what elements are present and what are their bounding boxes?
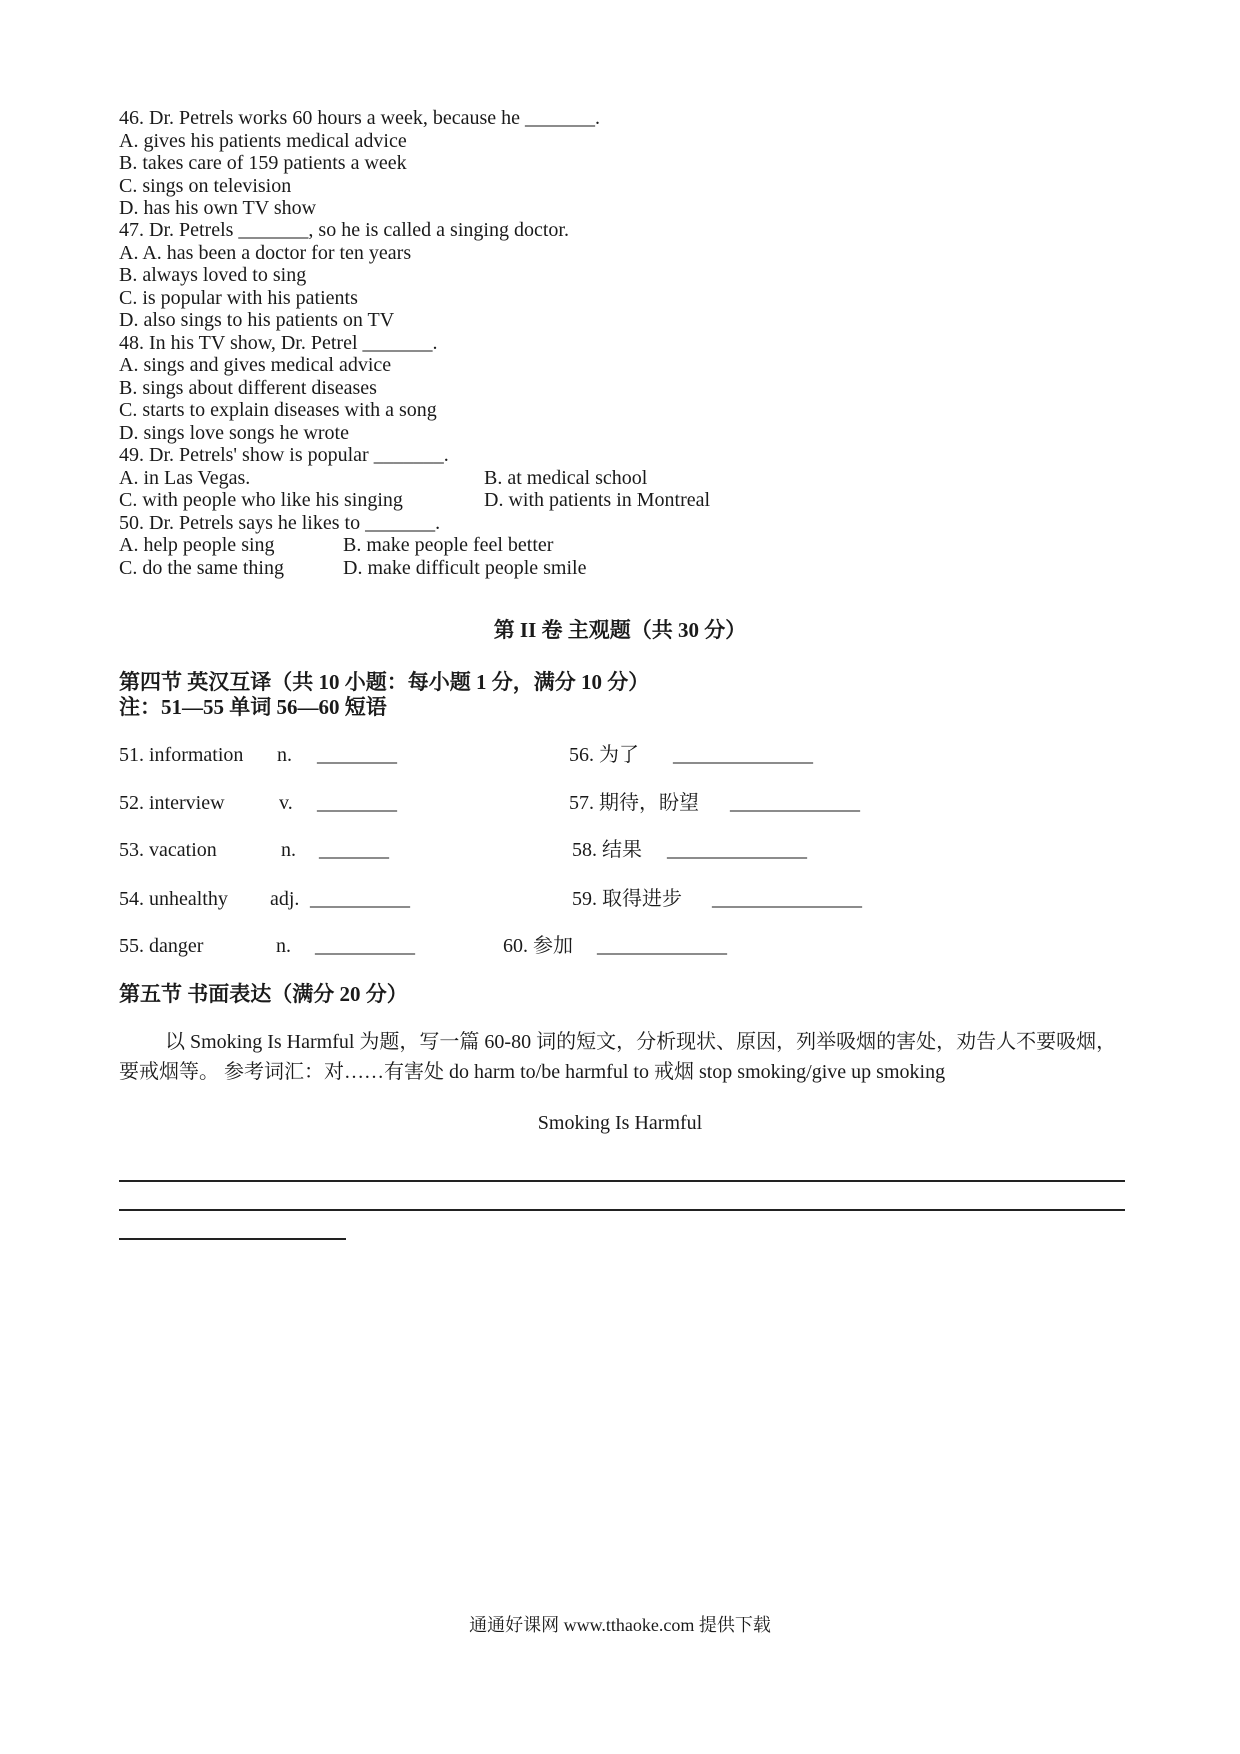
phrase-58-blank[interactable]: ______________ — [667, 839, 807, 861]
q50-option-a: A. help people sing — [119, 534, 275, 556]
part2-title: 第 II 卷 主观题（共 30 分） — [493, 618, 747, 642]
vocab-55-word: 55. danger — [119, 935, 204, 957]
q47-stem: 47. Dr. Petrels _______, so he is called a singing doctor. — [119, 219, 569, 241]
answer-line-3[interactable] — [119, 1238, 346, 1240]
q47-option-d: D. also sings to his patients on TV — [119, 309, 395, 331]
q49-option-a: A. in Las Vegas. — [119, 467, 251, 489]
essay-title: Smoking Is Harmful — [537, 1112, 703, 1134]
phrase-59: 59. 取得进步 — [572, 888, 682, 910]
q46-option-a: A. gives his patients medical advice — [119, 130, 407, 152]
vocab-54-word: 54. unhealthy — [119, 888, 228, 910]
q47-option-b: B. always loved to sing — [119, 264, 307, 286]
phrase-56-blank[interactable]: ______________ — [673, 744, 813, 766]
vocab-51-word: 51. information — [119, 744, 244, 766]
q48-stem: 48. In his TV show, Dr. Petrel _______. — [119, 332, 438, 354]
vocab-51-blank[interactable]: ________ — [317, 744, 397, 766]
phrase-60: 60. 参加 — [503, 935, 573, 957]
section5-title: 第五节 书面表达（满分 20 分） — [119, 982, 408, 1006]
section4-title: 第四节 英汉互译（共 10 小题：每小题 1 分，满分 10 分） — [119, 670, 650, 694]
q48-option-b: B. sings about different diseases — [119, 377, 377, 399]
vocab-53-word: 53. vacation — [119, 839, 217, 861]
answer-line-1[interactable] — [119, 1180, 1125, 1182]
phrase-60-blank[interactable]: _____________ — [597, 935, 727, 957]
vocab-52-word: 52. interview — [119, 792, 225, 814]
section4-note: 注：51—55 单词 56—60 短语 — [119, 695, 387, 719]
q49-option-b: B. at medical school — [484, 467, 648, 489]
phrase-58: 58. 结果 — [572, 839, 642, 861]
q46-option-b: B. takes care of 159 patients a week — [119, 152, 407, 174]
vocab-54-blank[interactable]: __________ — [310, 888, 410, 910]
vocab-52-pos: v. — [279, 792, 293, 814]
q49-option-c: C. with people who like his singing — [119, 489, 403, 511]
q50-option-c: C. do the same thing — [119, 557, 284, 579]
q50-option-b: B. make people feel better — [343, 534, 554, 556]
q49-stem: 49. Dr. Petrels' show is popular _______. — [119, 444, 449, 466]
q46-option-c: C. sings on television — [119, 175, 292, 197]
q46-option-d: D. has his own TV show — [119, 197, 317, 219]
answer-line-2[interactable] — [119, 1209, 1125, 1211]
footer-source: 通通好课网 www.tthaoke.com 提供下载 — [469, 1615, 771, 1635]
q50-option-d: D. make difficult people smile — [343, 557, 587, 579]
writing-prompt: 以 Smoking Is Harmful 为题，写一篇 60-80 词的短文，分析现状、原因，列举吸烟的害处，劝告人不要吸烟，要戒烟等。 参考词汇：对……有害处 do harm to/be harmful to 戒烟 stop smoking/give up smoking — [119, 1031, 1117, 1083]
q48-option-a: A. sings and gives medical advice — [119, 354, 392, 376]
q49-option-d: D. with patients in Montreal — [484, 489, 711, 511]
phrase-57: 57. 期待，盼望 — [569, 792, 699, 814]
q46-stem: 46. Dr. Petrels works 60 hours a week, because he _______. — [119, 107, 601, 129]
phrase-57-blank[interactable]: _____________ — [730, 792, 860, 814]
vocab-51-pos: n. — [277, 744, 292, 766]
q47-option-c: C. is popular with his patients — [119, 287, 358, 309]
vocab-52-blank[interactable]: ________ — [317, 792, 397, 814]
phrase-59-blank[interactable]: _______________ — [712, 888, 862, 910]
q48-option-d: D. sings love songs he wrote — [119, 422, 349, 444]
vocab-55-pos: n. — [276, 935, 291, 957]
phrase-56: 56. 为了 — [569, 744, 639, 766]
q48-option-c: C. starts to explain diseases with a song — [119, 399, 437, 421]
vocab-55-blank[interactable]: __________ — [315, 935, 415, 957]
q47-option-a: A. A. has been a doctor for ten years — [119, 242, 412, 264]
q50-stem: 50. Dr. Petrels says he likes to _______. — [119, 512, 441, 534]
vocab-54-pos: adj. — [270, 888, 300, 910]
vocab-53-pos: n. — [281, 839, 296, 861]
vocab-53-blank[interactable]: _______ — [319, 839, 389, 861]
